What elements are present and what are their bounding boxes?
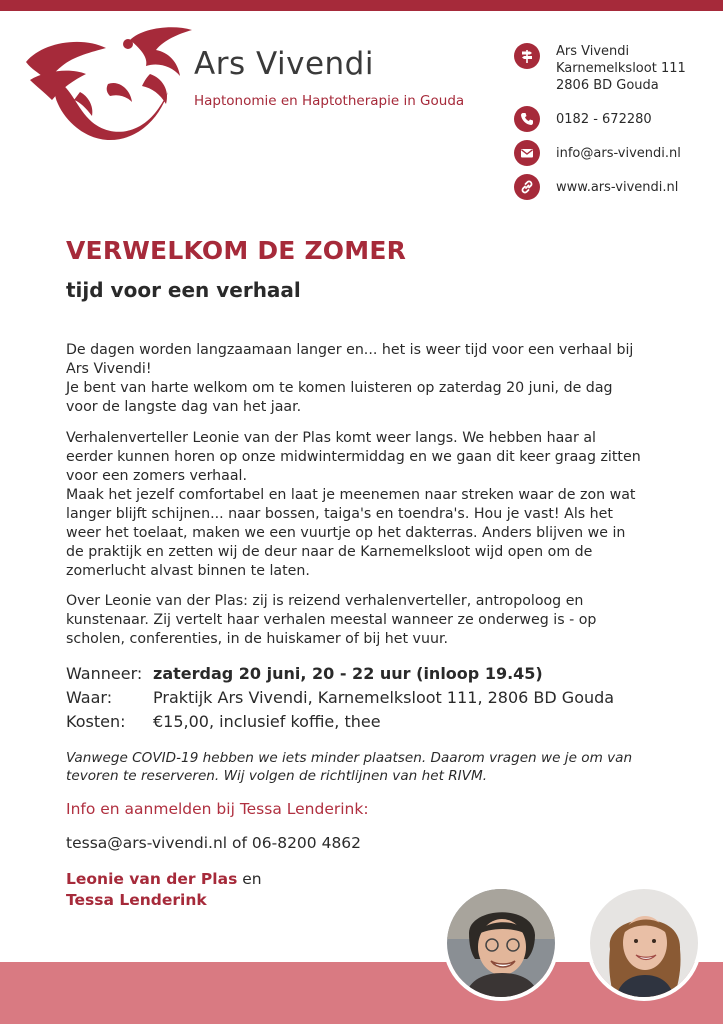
page-subtitle: tijd voor een verhaal: [66, 278, 301, 302]
detail-label: Kosten:: [66, 712, 126, 731]
paragraph-line: De dagen worden langzaamaan langer en... het is weer tijd voor een verhaal bij Ars Vivendi!: [66, 342, 634, 377]
website-link[interactable]: www.ars-vivendi.nl: [556, 180, 679, 195]
brand-tagline: Haptonomie en Haptotherapie in Gouda: [194, 93, 465, 109]
detail-label: Waar:: [66, 688, 113, 707]
portrait-tessa: [586, 885, 702, 1001]
signpost-icon: [514, 43, 540, 69]
email-link[interactable]: info@ars-vivendi.nl: [556, 146, 681, 161]
detail-where: [66, 688, 614, 707]
detail-cost: [66, 712, 381, 731]
address-line: Karnemelksloot 111: [556, 61, 686, 76]
signature-name-2: Tessa Lenderink: [66, 891, 207, 909]
paragraph-line: Je bent van harte welkom om te komen luisteren op zaterdag 20 juni, de dag voor de langste dag van het jaar.: [66, 380, 613, 415]
phone-number[interactable]: 0182 - 672280: [556, 112, 652, 127]
ars-vivendi-logo-mark: [22, 22, 194, 146]
paragraph-line: Maak het jezelf comfortabel en laat je meenemen naar streken waar de zon wat langer blijft schijnen... naar bossen, taiga's en toendra's. Hou je vast! Als het weer het toelaat, maken we een vuurtje op het dakterras. Anders blijven we in de praktijk en zetten wij de deur naar de Karnemelksloot wijd open om de zomerlucht alvast binnen te laten.: [66, 487, 636, 579]
about-paragraph: [66, 592, 646, 649]
page-title: VERWELKOM DE ZOMER: [66, 236, 407, 265]
address-line: Ars Vivendi: [556, 44, 630, 59]
mail-icon: [514, 140, 540, 166]
detail-value: Praktijk Ars Vivendi, Karnemelksloot 111, 2806 BD Gouda: [153, 688, 615, 707]
intro-paragraph: [66, 341, 646, 417]
signup-contact[interactable]: tessa@ars-vivendi.nl of 06-8200 4862: [66, 834, 362, 852]
signature-connector: en: [237, 870, 262, 888]
brand-name: Ars Vivendi: [194, 46, 374, 82]
link-icon: [514, 174, 540, 200]
covid-note: Vanwege COVID-19 hebben we iets minder plaatsen. Daarom vragen we je om van tevoren te reserveren. Wij volgen de richtlijnen van het RIVM.: [66, 750, 633, 784]
paragraph-line: Over Leonie van der Plas: zij is reizend verhalenverteller, antropoloog en kunstenaar. Zij vertelt haar verhalen meestal wanneer ze onderweg is - op scholen, conferenties, in de huiskamer of bij het vuur.: [66, 593, 597, 647]
detail-value: €15,00, inclusief koffie, thee: [153, 712, 381, 731]
signup-heading: Info en aanmelden bij Tessa Lenderink:: [66, 800, 369, 818]
signature-name-1: Leonie van der Plas: [66, 870, 238, 888]
address-line: 2806 BD Gouda: [556, 78, 659, 93]
detail-label: Wanneer:: [66, 664, 143, 683]
top-accent-bar: [0, 0, 723, 11]
contact-address: [514, 43, 686, 94]
detail-value: zaterdag 20 juni, 20 - 22 uur (inloop 19.45): [153, 664, 543, 683]
portrait-leonie: [443, 885, 559, 1001]
contact-phone: [514, 106, 652, 132]
signature: [66, 869, 262, 911]
contact-email: [514, 140, 681, 166]
phone-icon: [514, 106, 540, 132]
storyteller-paragraph: [66, 429, 646, 581]
detail-when: [66, 664, 543, 683]
paragraph-line: Verhalenverteller Leonie van der Plas komt weer langs. We hebben haar al eerder kunnen horen op onze midwintermiddag en we gaan dit keer graag zitten voor een zomers verhaal.: [66, 430, 641, 484]
contact-website: [514, 174, 678, 200]
